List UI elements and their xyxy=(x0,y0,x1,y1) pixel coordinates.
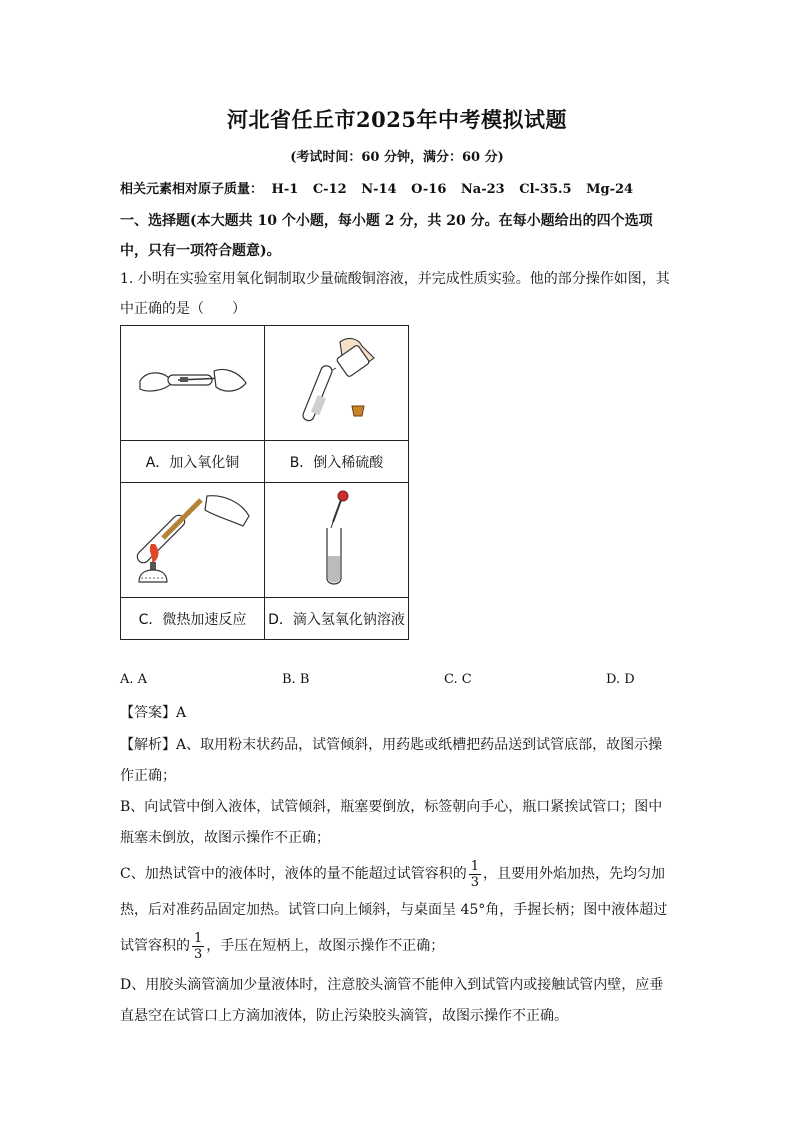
pouring-acid-icon xyxy=(292,334,382,429)
options-table xyxy=(120,325,409,640)
dropper-icon xyxy=(317,488,357,588)
choice-b: B. B xyxy=(282,672,310,687)
fraction-denominator: 3 xyxy=(470,874,479,890)
heating-tube-icon xyxy=(133,486,253,591)
atomic-masses-label: 相关元素相对原子质量： xyxy=(120,182,264,197)
option-b-figure xyxy=(265,326,409,441)
atomic-mass: Na-23 xyxy=(460,182,505,197)
option-c-label: C．微热加速反应 xyxy=(121,598,265,640)
atomic-masses xyxy=(120,178,643,197)
option-a-figure xyxy=(121,326,265,441)
exam-info: (考试时间：60 分钟，满分：60 分) xyxy=(290,150,504,165)
option-d-figure xyxy=(265,483,409,598)
analysis-d: D、用胶头滴管滴加少量液体时，注意胶头滴管不能伸入到试管内或接触试管内壁，应垂直悬空在试管口上方滴加液体，防止污染胶头滴管，故图示操作不正确。 xyxy=(120,977,664,1024)
option-b-label: B．倒入稀硫酸 xyxy=(265,441,409,483)
choice-a: A. A xyxy=(120,672,148,687)
adding-powder-to-tube-icon xyxy=(138,361,248,401)
atomic-mass: Cl-35.5 xyxy=(519,182,572,197)
section-heading: 一、选择题(本大题共 10 个小题，每小题 2 分，共 20 分。在每小题给出的四个选项中，只有一项符合题意)。 xyxy=(120,213,653,259)
analysis-label: 【解析】 xyxy=(120,737,176,753)
fraction-one-third xyxy=(192,931,204,962)
fraction-numerator: 1 xyxy=(470,858,479,874)
analysis-b: B、向试管中倒入液体，试管倾斜，瓶塞要倒放，标签朝向手心，瓶口紧挨试管口；图中瓶塞未倒放，故图示操作不正确； xyxy=(120,799,663,846)
answer-line: 【答案】A xyxy=(120,705,187,721)
atomic-mass: N-14 xyxy=(361,182,397,197)
atomic-mass: C-12 xyxy=(312,182,347,197)
atomic-mass: O-16 xyxy=(411,182,447,197)
option-d-label: D．滴入氢氧化钠溶液 xyxy=(265,598,409,640)
analysis-a xyxy=(120,730,676,792)
choice-c: C. C xyxy=(444,672,472,687)
choice-d: D. D xyxy=(606,672,635,687)
fraction-denominator: 3 xyxy=(194,946,203,962)
analysis-c-text-2: ，且要用外焰加热，先均匀加热，后对准药品固定加热。试管口向上倾斜，与桌面呈 45°角，手握长柄；图中液体超过试管容积的 xyxy=(120,866,668,954)
page-title: 河北省任丘市2025年中考模拟试题 xyxy=(227,107,567,132)
option-a-label: A．加入氧化铜 xyxy=(121,441,265,483)
analysis-c-text-1: C、加热试管中的液体时，液体的量不能超过试管容积的 xyxy=(120,866,467,882)
analysis-c-text-3: ，手压在短柄上，故图示操作不正确； xyxy=(206,938,445,954)
analysis-a-text: A、取用粉末状药品，试管倾斜，用药匙或纸槽把药品送到试管底部，故图示操作正确； xyxy=(120,737,663,784)
fraction-numerator: 1 xyxy=(194,930,203,946)
fraction-one-third xyxy=(469,859,481,890)
option-c-figure xyxy=(121,483,265,598)
analysis-c xyxy=(120,856,676,964)
question-text: 1. 小明在实验室用氧化铜制取少量硫酸铜溶液，并完成性质实验。他的部分操作如图，其中正确的是（ ） xyxy=(120,271,670,317)
atomic-mass: H-1 xyxy=(271,182,299,197)
atomic-mass: Mg-24 xyxy=(586,182,634,197)
